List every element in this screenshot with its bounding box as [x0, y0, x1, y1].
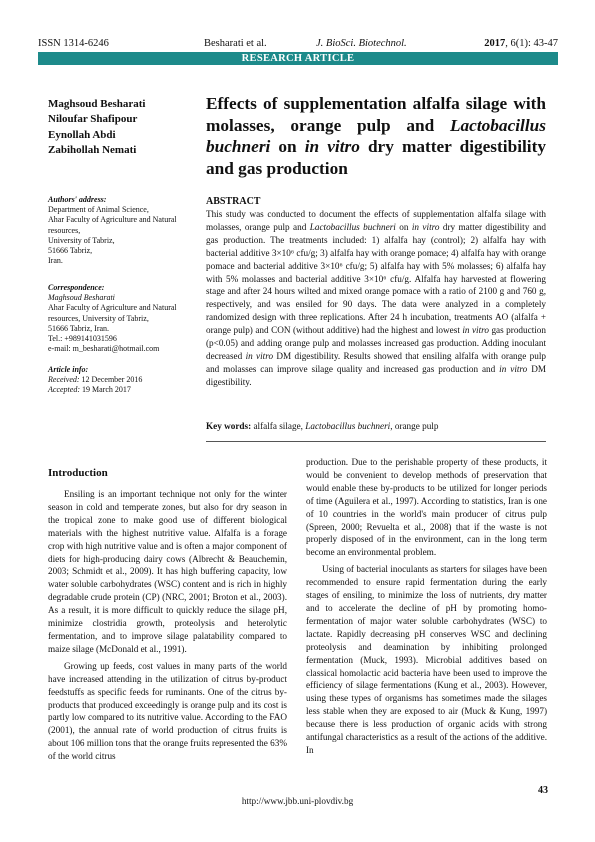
correspondence-name: Maghsoud Besharati [48, 293, 115, 303]
keywords-label: Key words: [206, 421, 252, 431]
running-authors: Besharati et al. [204, 38, 267, 49]
abstract-segment: DM digestibility. Results showed that ensiling alfalfa with orange pulp and molasses can improve silage quality and increased gas production and [206, 350, 546, 374]
abstract-segment: This study was conducted to document the effects of supplementation alfalfa silage with molasses, orange pulp and [206, 209, 546, 232]
address-line: Department of Animal Science, [48, 205, 149, 215]
keyword-text: , orange pulp [390, 421, 439, 431]
received-date [48, 375, 208, 385]
abstract-segment: dry matter digestibility and gas production. The treatments included: 1) alfalfa hay (control); 2) alfalfa hay with bacterial additive 3×10⁶ cfu/g; 3) alfalfa hay with orange pomace; 4) alfalfa hay with orange pomace and bacterial additive 3×10⁶ cfu/g; 5) alfalfa hay with 5% molasses; 6) alfalfa hay with 5% molasses and bacterial additive 3×10⁶ cfu/g. Alfalfa hay harvested at flowering stage and after 24 hours wilted and mixed orange pomace with a ratio of 2100 g and 760 g, respectively, and was ensiled for 90 days. The data were analyzed in a completely randomized design with three replications. After 24 h incubation, treatments AO (alfalfa + orange pulp) and CON (without additive) had the highest and lowest [206, 221, 546, 336]
address-line: Ahar Faculty of Agriculture and Natural resources, [48, 215, 177, 235]
correspondence-line: Ahar Faculty of Agriculture and Natural resources, University of Tabriz, [48, 303, 177, 323]
address-line: 51666 Tabriz, [48, 246, 93, 256]
article-info [48, 365, 208, 396]
abstract-segment: on [395, 221, 412, 232]
received-label: Received: [48, 375, 80, 385]
abstract-italic: in vitro [462, 325, 489, 336]
correspondence-email[interactable]: e-mail: m_besharati@hotmail.com [48, 344, 160, 354]
footer-url[interactable]: http://www.jbb.uni-plovdiv.bg [241, 796, 354, 806]
page-number: 43 [538, 785, 548, 796]
abstract-segment: gas production (p<0.05) and adding orange pulp and molasses increased gas production. Adding inoculant decreased [206, 325, 546, 361]
keyword-text: alfalfa silage, [251, 421, 306, 431]
citation [484, 38, 558, 49]
address-line: Iran. [48, 256, 63, 266]
authors-address-label: Authors' address: [48, 195, 107, 204]
abstract-text [206, 208, 546, 389]
year: 2017 [484, 38, 506, 49]
author-name: Zabihollah Nemati [48, 143, 137, 156]
abstract-heading: ABSTRACT [206, 196, 261, 207]
column-left [48, 488, 287, 763]
accepted-label: Accepted: [48, 385, 80, 395]
abstract-italic: in vitro [245, 350, 274, 361]
volume-pages: , 6(1): 43-47 [505, 38, 558, 49]
title-in-vitro: in vitro [304, 137, 360, 156]
title-text: Effects of supplementation alfalfa silage with molasses, orange pulp and [206, 94, 546, 135]
introduction-heading: Introduction [48, 467, 108, 479]
intro-paragraph: Growing up feeds, cost values in many parts of the world have increased attending in the utilization of citrus by-product feedstuffs as specific feeds for ruminants. One of the citrus by-products that produced exceedingly is orange pulp and its cost is partly low compared to its nutritive value. According to the FAO (2001), the annual rate of world production of citrus fruits is about 106 million tons that the orange fruits represented the 63% of the world citrus [48, 660, 287, 762]
article-info-label: Article info: [48, 365, 89, 374]
title-species: Lactobacillus buchneri [206, 115, 546, 156]
author-name: Eynollah Abdi [48, 128, 116, 141]
keyword-species: Lactobacillus buchneri [305, 421, 391, 431]
author-list [48, 97, 193, 158]
correspondence [48, 283, 208, 354]
correspondence-label: Correspondence: [48, 283, 105, 292]
abstract-segment: DM digestibility. [206, 363, 546, 387]
article-title [206, 93, 546, 179]
received-value: 12 December 2016 [79, 375, 143, 385]
issn: ISSN 1314-6246 [38, 38, 109, 49]
divider [206, 441, 546, 442]
intro-paragraph: production. Due to the perishable property of these products, it would be convenient to develop methods of preservation that would enable these by-products to be utilized for longer periods of time (Aguilera et al., 1997). According to statistics, Iran is one of 10 countries in the world's main producer of citrus pulp (Spreen, 2000; Revuelta et al., 2008) that if the waste is not properly disposed of in the environment, can in the long term become an environmental problem. [306, 457, 547, 558]
abstract-italic: in vitro [499, 363, 528, 374]
author-name: Niloufar Shafipour [48, 113, 138, 126]
authors-address [48, 195, 208, 266]
keywords [206, 421, 546, 431]
accepted-value: 19 March 2017 [79, 385, 131, 395]
abstract-italic: in vitro [411, 221, 440, 232]
running-header [38, 38, 558, 52]
abstract-species: Lactobacillus buchneri [309, 221, 396, 232]
intro-paragraph: Ensiling is an important technique not only for the winter season in cold and temperate zones, but also for dry season in the tropical zone to make good use of different biological materials with the highest nutritive value. Alfalfa is a forage crop with high nutritive value and is often a major component of diets for high-producing dairy cows (Albrecht & Beauchemin, 2003; Schmidt et al., 2009). It has high buffering capacity, low water soluble carbohydrates (WSC) content and is rich in highly degradable crude protein (CP) (NRC, 2001; Broton et al., 2003). As a result, it is more difficult to quickly reduce the silage pH, minimize clostridia growth, proteolysis and heterolytic fermentation, and to improve silage palatability compared to maize silage (McDonald et al., 1991). [48, 489, 287, 654]
correspondence-phone: Tel.: +989141031596 [48, 334, 117, 344]
journal-name: J. BioSci. Biotechnol. [316, 38, 407, 49]
intro-paragraph: Using of bacterial inoculants as starters for silages have been recommended to ensure rapid fermentation during the early stages of ensiling, to minimize the loss of nutrients, dry matter and to accelerate the decline of pH by promoting homo-fermentation of major water soluble carbohydrates (WSC) to lactate. Rapidly decreasing pH conserves WSC and declining proteolysis and deamination by inhibiting prolonged fermentation (Muck, 1993). Microbial additives based on classical homolactic acid bacteria have been used to improve the efficiency of silage fermentations (Kung et al., 2003). However, using these types of organisms has sometimes made the silages less stable when they are exposed to air (Muck & Kung, 1997) because there is less production of organic acids with strong antifungal characteristics as a result of the actions of the additive. In [306, 564, 547, 755]
title-text: on [270, 137, 305, 156]
accepted-date [48, 385, 208, 395]
correspondence-line: 51666 Tabriz, Iran. [48, 323, 110, 333]
article-type-banner: RESEARCH ARTICLE [38, 52, 558, 65]
author-name: Maghsoud Besharati [48, 98, 146, 110]
title-text: dry matter digestibility and gas production [206, 137, 546, 178]
column-right [306, 456, 547, 757]
address-line: University of Tabriz, [48, 235, 115, 245]
